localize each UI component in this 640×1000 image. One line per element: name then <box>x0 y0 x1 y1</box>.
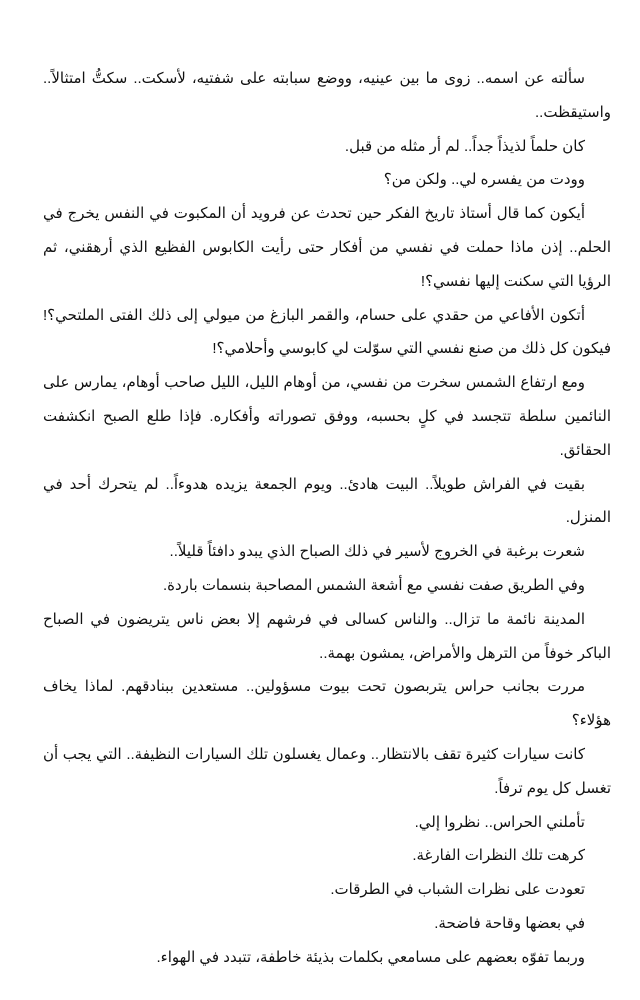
paragraph: بقيت في الفراش طويلاً.. البيت هادئ.. ويوم الجمعة يزيده هدوءاً.. لم يتحرك أحد في المنزل. <box>43 475 611 527</box>
paragraph: كانت سيارات كثيرة تقف بالانتظار.. وعمال يغسلون تلك السيارات النظيفة.. التي يجب أن تغسل كل يوم ترفاً. <box>43 745 611 797</box>
paragraph: كان حلماً لذيذاً جداً.. لم أر مثله من قبل. <box>344 137 585 155</box>
paragraph: سألته عن اسمه.. زوى ما بين عينيه، ووضع سبابته على شفتيه، لأسكت.. سكتُّ امتثالاً.. واستيقظت.. <box>43 70 611 121</box>
paragraph: في بعضها وقاحة فاضحة. <box>434 914 585 932</box>
paragraph: المدينة نائمة ما تزال.. والناس كسالى في فرشهم إلا بعض ناس يتريضون في الصباح الباكر خوفاً من الترهل والأمراض، يمشون بهمة.. <box>43 610 611 662</box>
paragraph: أيكون كما قال أستاذ تاريخ الفكر حين تحدث عن فرويد أن المكبوت في النفس يخرج في الحلم.. إذن ماذا حملت في نفسي من أفكار حتى رأيت الكابوس الفظيع الذي أرهقني، ثم الرؤيا التي سكنت إليها نفسي؟! <box>43 205 611 290</box>
paragraph: أتكون الأفاعي من حقدي على حسام، والقمر البازغ من ميولي إلى ذلك الفتى الملتحي؟! فيكون كل ذلك من صنع نفسي التي سوّلت لي كابوسي وأحلامي؟! <box>43 306 611 358</box>
paragraph: شعرت برغبة في الخروج لأسير في ذلك الصباح الذي يبدو دافئاً قليلاً.. <box>169 543 585 561</box>
paragraph: تعودت على نظرات الشباب في الطرقات. <box>330 881 585 899</box>
paragraph: تأملني الحراس.. نظروا إلي. <box>414 813 585 831</box>
paragraph: كرهت تلك النظرات الفارغة. <box>412 847 585 865</box>
paragraph: وربما تفوّه بعضهم على مسامعي بكلمات بذيئة خاطفة، تتبدد في الهواء. <box>156 948 585 966</box>
paragraph: ومع ارتفاع الشمس سخرت من نفسي، من أوهام الليل، الليل صاحب أوهام، يمارس على النائمين سلطة تتجسد في كلٍ بحسبه، ووفق تصوراته وأفكاره. فإذا طلع الصبح انكشفت الحقائق. <box>43 374 611 459</box>
page-text <box>43 62 611 975</box>
paragraph: مررت بجانب حراس يتربصون تحت بيوت مسؤولين.. مستعدين ببنادقهم. لماذا يخاف هؤلاء؟ <box>43 678 611 730</box>
paragraph: وفي الطريق صفت نفسي مع أشعة الشمس المصاحبة بنسمات باردة. <box>162 576 585 594</box>
paragraph: وودت من يفسره لي.. ولكن من؟ <box>383 171 585 189</box>
